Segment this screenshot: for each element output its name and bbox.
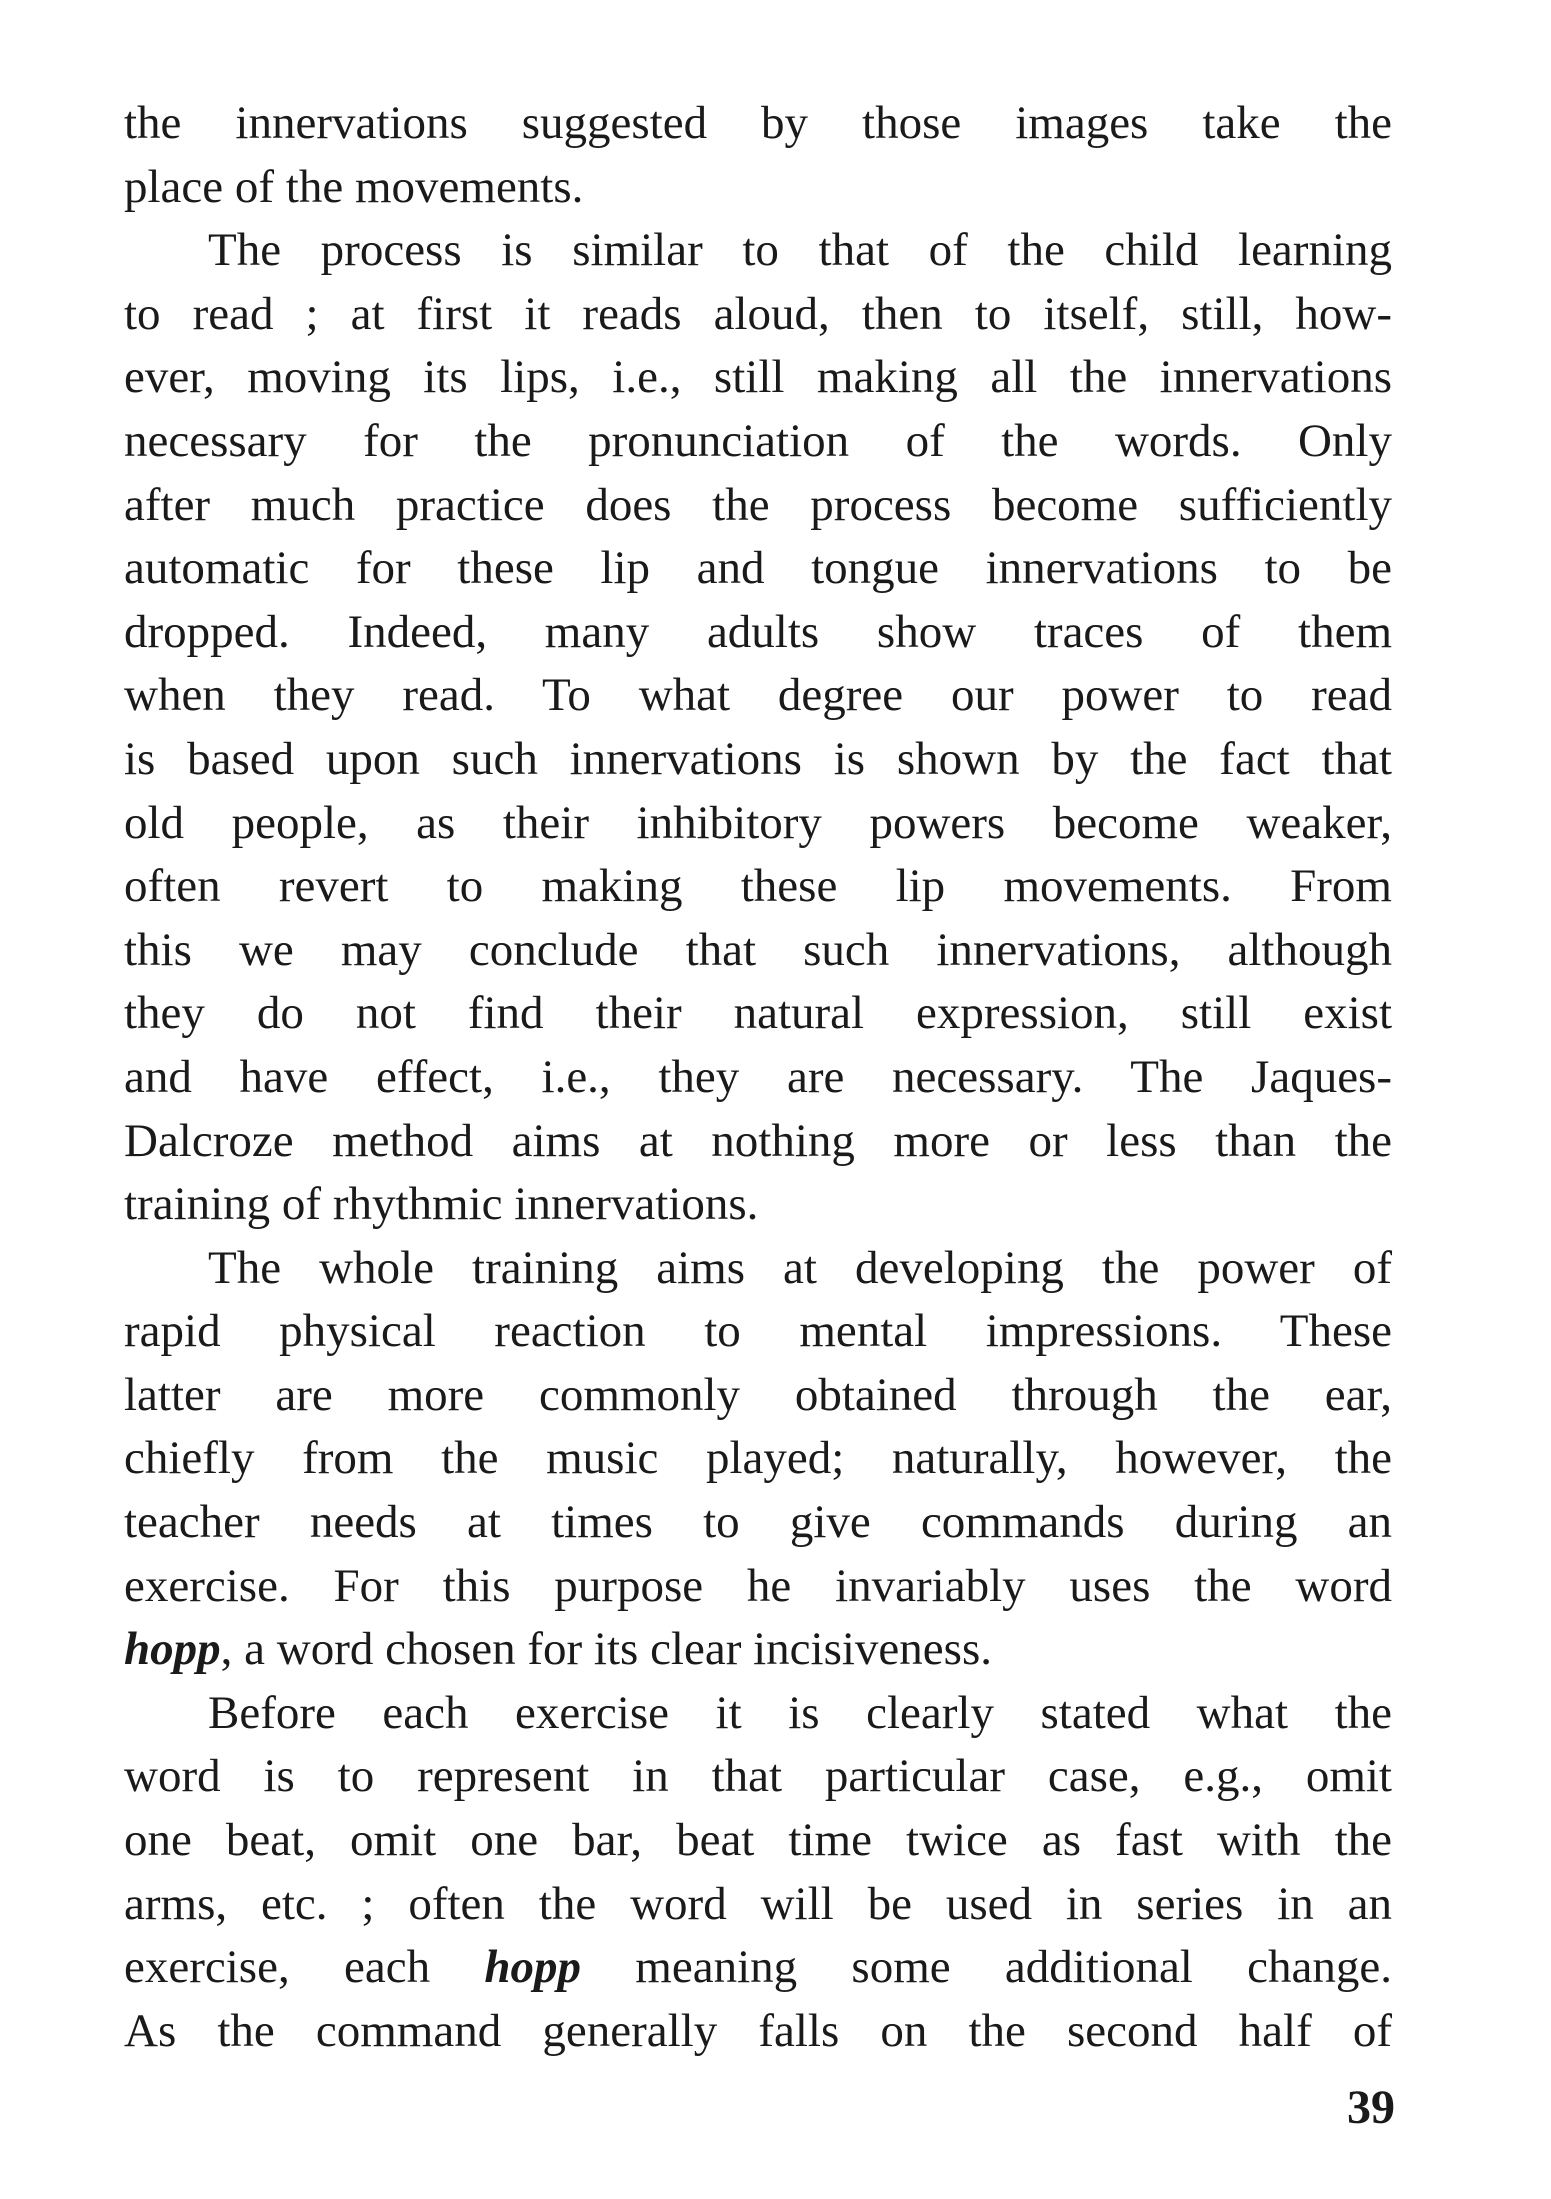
text-line: they do not find their natural expression, still exist	[124, 987, 1392, 1040]
text-line: teacher needs at times to give commands during an	[124, 1496, 1392, 1549]
text-line: dropped. Indeed, many adults show traces of them	[124, 605, 1392, 658]
text-line: Before each exercise it is clearly stated what the	[208, 1686, 1392, 1739]
text-line: and have effect, i.e., they are necessary. The Jaques-	[124, 1050, 1392, 1103]
text-line: old people, as their inhibitory powers become weaker,	[124, 796, 1392, 849]
text-line	[124, 1618, 1392, 1682]
text-line: exercise. For this purpose he invariably uses the word	[124, 1559, 1392, 1612]
text-segment: , a word chosen for its clear incisiveness.	[220, 1623, 992, 1676]
text-line: training of rhythmic innervations.	[124, 1178, 759, 1231]
text-line: As the command generally falls on the second half of	[124, 2004, 1392, 2057]
text-segment: exercise, each	[124, 1941, 485, 1994]
text-line: one beat, omit one bar, beat time twice as fast with the	[124, 1814, 1392, 1867]
text-line: The process is similar to that of the child learning	[208, 224, 1392, 277]
page-body-text	[124, 92, 1392, 2063]
text-line: The whole training aims at developing the power of	[208, 1241, 1392, 1294]
text-line: ever, moving its lips, i.e., still making all the innervations	[124, 351, 1392, 404]
text-line: latter are more commonly obtained through the ear,	[124, 1368, 1392, 1421]
text-line: Dalcroze method aims at nothing more or less than the	[124, 1114, 1392, 1167]
text-line	[124, 1936, 1392, 2000]
text-line: chiefly from the music played; naturally, however, the	[124, 1432, 1392, 1485]
text-segment: meaning some additional change.	[581, 1941, 1392, 1994]
text-line: word is to represent in that particular case, e.g., omit	[124, 1750, 1392, 1803]
text-line: the innervations suggested by those images take the	[124, 97, 1392, 149]
text-line: necessary for the pronunciation of the words. Only	[124, 414, 1392, 467]
text-line: to read ; at first it reads aloud, then to itself, still, how-	[124, 287, 1392, 340]
text-line: this we may conclude that such innervations, although	[124, 923, 1392, 976]
page-number: 39	[1347, 2081, 1395, 2134]
text-line: arms, etc. ; often the word will be used in series in an	[124, 1877, 1392, 1930]
text-line: place of the movements.	[124, 160, 584, 213]
italic-word: hopp	[484, 1941, 581, 1994]
text-line: is based upon such innervations is shown by the fact that	[124, 732, 1392, 785]
text-line: automatic for these lip and tongue innervations to be	[124, 542, 1392, 595]
italic-word: hopp	[124, 1623, 221, 1676]
text-line: after much practice does the process become sufficiently	[124, 478, 1392, 531]
text-line: rapid physical reaction to mental impressions. These	[124, 1305, 1392, 1358]
text-line: often revert to making these lip movements. From	[124, 860, 1392, 913]
text-line: when they read. To what degree our power to read	[124, 669, 1392, 722]
